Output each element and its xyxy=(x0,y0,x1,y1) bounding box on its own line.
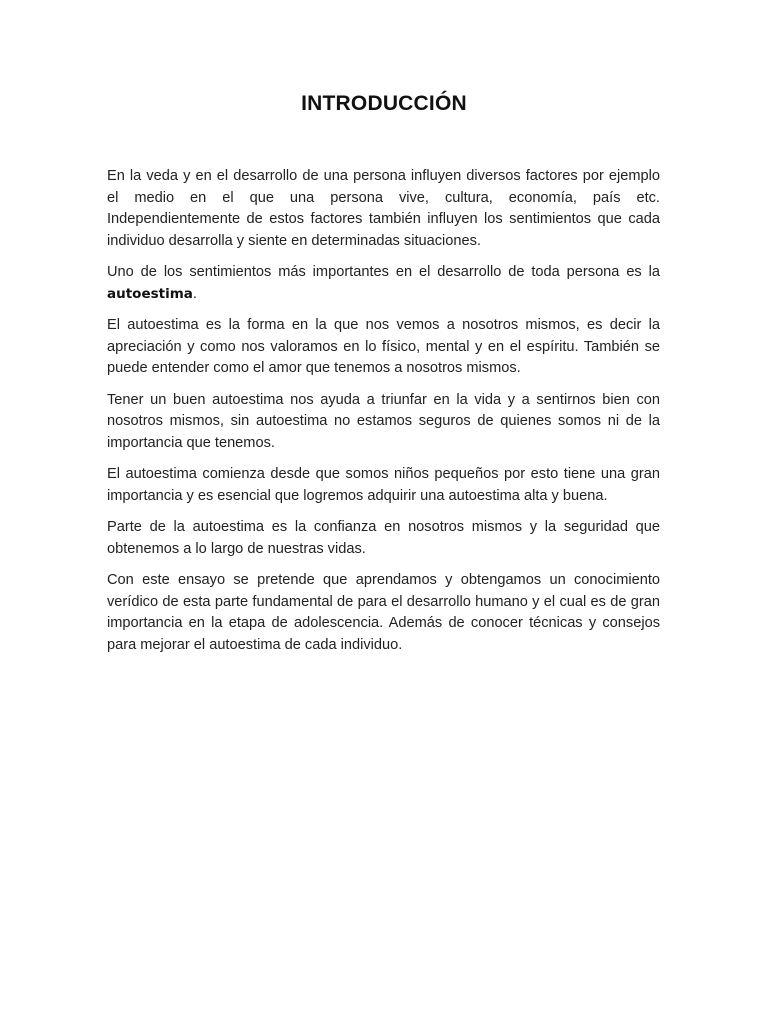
paragraph-4: Tener un buen autoestima nos ayuda a triunfar en la vida y a sentirnos bien con nosotros mismos, sin autoestima no estamos seguros de quienes somos ni de la importancia que tenemos. xyxy=(107,391,660,451)
paragraph-5: El autoestima comienza desde que somos niños pequeños por esto tiene una gran importancia y es esencial que logremos adquirir una autoestima alta y buena. xyxy=(107,466,660,504)
bold-term-autoestima: autoestima xyxy=(107,285,193,302)
paragraph-2 xyxy=(107,262,660,305)
document-body xyxy=(107,166,660,666)
paragraph-6: Parte de la autoestima es la confianza en nosotros mismos y la seguridad que obtenemos a lo largo de nuestras vidas. xyxy=(107,519,660,557)
paragraph-1: En la veda y en el desarrollo de una persona influyen diversos factores por ejemplo el medio en el que una persona vive, cultura, economía, país etc. Independientemente de estos factores también influyen los sentimientos que cada individuo desarrolla y siente en determinadas situaciones. xyxy=(107,168,660,249)
paragraph-7: Con este ensayo se pretende que aprendamos y obtengamos un conocimiento verídico de esta parte fundamental de para el desarrollo humano y el cual es de gran importancia en la etapa de adolescencia. Además de conocer técnicas y consejos para mejorar el autoestima de cada individuo. xyxy=(107,572,660,653)
paragraph-2-text-start: Uno de los sentimientos más importantes en el desarrollo de toda persona es la xyxy=(107,264,660,280)
page-title: INTRODUCCIÓN xyxy=(301,92,467,115)
paragraph-2-text-end: . xyxy=(192,285,197,302)
paragraph-3: El autoestima es la forma en la que nos vemos a nosotros mismos, es decir la apreciación y como nos valoramos en lo físico, mental y en el espíritu. También se puede entender como el amor que tenemos a nosotros mismos. xyxy=(107,317,660,376)
